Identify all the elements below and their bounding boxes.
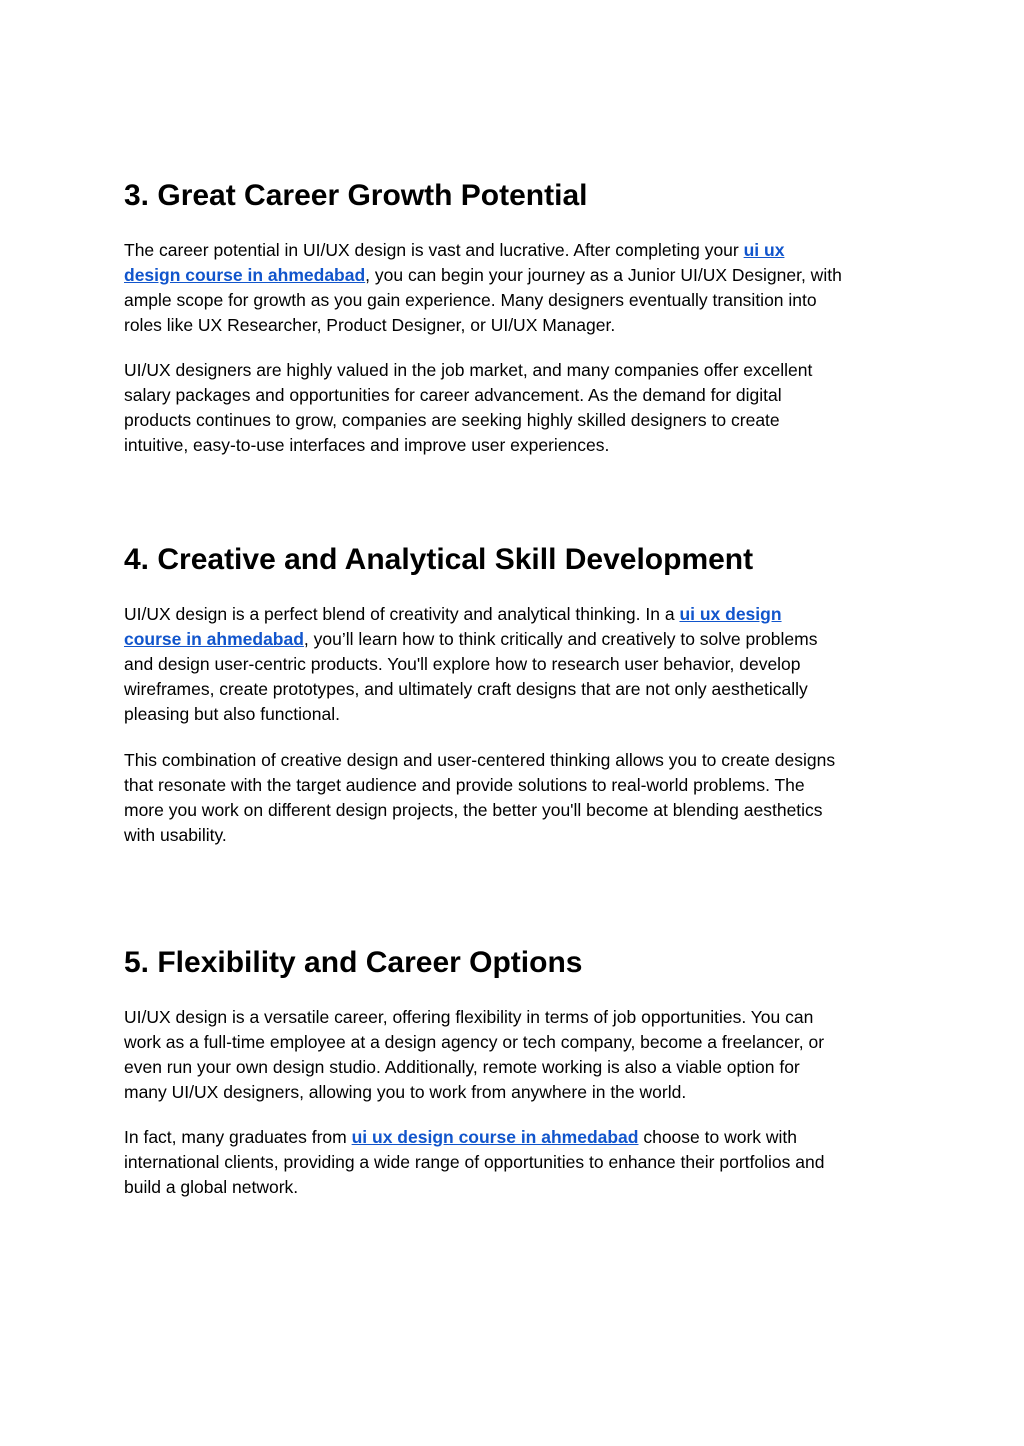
text-run: , you can begin your journey as a Junior UI/UX Designer, with xyxy=(365,265,842,285)
course-link[interactable]: ui ux design xyxy=(679,604,782,624)
text-line: UI/UX design is a versatile career, offering flexibility in terms of job opportunities. You can xyxy=(124,1007,814,1027)
paragraph xyxy=(124,1005,904,1105)
text-line: and design user-centric products. You'll explore how to research user behavior, develop xyxy=(124,654,801,674)
text-run: The career potential in UI/UX design is vast and lucrative. After completing your xyxy=(124,240,744,260)
paragraph xyxy=(124,602,904,727)
text-run: In fact, many graduates from xyxy=(124,1127,352,1147)
section-flexibility xyxy=(124,945,904,1197)
paragraph xyxy=(124,748,904,848)
text-line: ample scope for growth as you gain experience. Many designers eventually transition into xyxy=(124,290,817,310)
section-skill-development xyxy=(124,542,904,845)
course-link[interactable]: ui ux design course in ahmedabad xyxy=(351,1127,639,1147)
text-line: work as a full-time employee at a design agency or tech company, become a freelancer, or xyxy=(124,1032,825,1052)
course-link[interactable]: ui ux xyxy=(743,240,785,260)
course-link[interactable]: design course in ahmedabad xyxy=(124,265,366,285)
section-heading: 5. Flexibility and Career Options xyxy=(124,946,583,979)
section-heading: 4. Creative and Analytical Skill Development xyxy=(124,543,754,576)
text-line: international clients, providing a wide range of opportunities to enhance their portfolios and xyxy=(124,1152,825,1172)
text-line: roles like UX Researcher, Product Designer, or UI/UX Manager. xyxy=(124,315,616,335)
text-line: build a global network. xyxy=(124,1177,299,1197)
section-heading: 3. Great Career Growth Potential xyxy=(124,179,588,212)
text-line: with usability. xyxy=(124,825,227,845)
text-line xyxy=(124,1127,797,1147)
text-line: products continues to grow, companies are seeking highly skilled designers to create xyxy=(124,410,780,430)
text-line: pleasing but also functional. xyxy=(124,704,340,724)
text-run: , you’ll learn how to think critically and creatively to solve problems xyxy=(303,629,818,649)
text-line xyxy=(124,240,784,260)
text-line: many UI/UX designers, allowing you to work from anywhere in the world. xyxy=(124,1082,687,1102)
paragraph xyxy=(124,1125,904,1200)
text-line: more you work on different design projects, the better you'll become at blending aesthetics xyxy=(124,800,823,820)
text-line: even run your own design studio. Additionally, remote working is also a viable option for xyxy=(124,1057,800,1077)
section-career-growth xyxy=(124,178,904,455)
text-line xyxy=(124,265,842,285)
text-line: that resonate with the target audience and provide solutions to real-world problems. The xyxy=(124,775,805,795)
text-line: intuitive, easy-to-use interfaces and improve user experiences. xyxy=(124,435,610,455)
paragraph xyxy=(124,238,904,338)
text-line: UI/UX designers are highly valued in the job market, and many companies offer excellent xyxy=(124,360,813,380)
text-line: wireframes, create prototypes, and ultimately craft designs that are not only aesthetically xyxy=(124,679,808,699)
text-line: salary packages and opportunities for career advancement. As the demand for digital xyxy=(124,385,782,405)
text-run: UI/UX design is a perfect blend of creativity and analytical thinking. In a xyxy=(124,604,680,624)
text-line: This combination of creative design and user-centered thinking allows you to create designs xyxy=(124,750,836,770)
course-link[interactable]: course in ahmedabad xyxy=(124,629,304,649)
paragraph xyxy=(124,358,904,458)
text-run: choose to work with xyxy=(638,1127,798,1147)
text-line xyxy=(124,629,817,649)
text-line xyxy=(124,604,782,624)
